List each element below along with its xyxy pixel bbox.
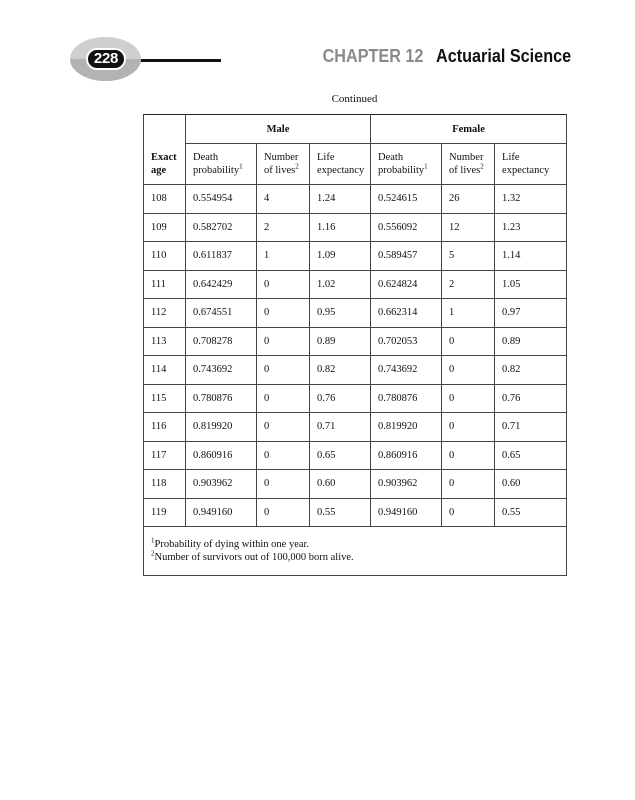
life-table — [143, 114, 566, 576]
male-death-probability-cell: 0.743692 — [186, 356, 257, 385]
male-life-expectancy-cell: 1.24 — [310, 185, 371, 214]
female-death-probability-cell: 0.524615 — [371, 185, 442, 214]
female-lives-header: Number of lives$^2$ — [442, 144, 495, 185]
age-cell: 115 — [144, 384, 186, 413]
female-lives-cell: 0 — [442, 413, 495, 442]
female-death-probability-cell: 0.903962 — [371, 470, 442, 499]
female-death-probability-cell: 0.662314 — [371, 299, 442, 328]
male-lives-cell: 0 — [257, 384, 310, 413]
male-life-expectancy-cell: 0.71 — [310, 413, 371, 442]
table-row — [144, 470, 567, 499]
table-row — [144, 185, 567, 214]
male-death-probability-cell: 0.903962 — [186, 470, 257, 499]
age-cell: 116 — [144, 413, 186, 442]
age-cell: 109 — [144, 213, 186, 242]
footnotes — [144, 527, 567, 576]
age-cell: 112 — [144, 299, 186, 328]
male-life-expectancy-cell: 0.76 — [310, 384, 371, 413]
male-life-expectancy-cell: 0.55 — [310, 498, 371, 527]
age-cell: 111 — [144, 270, 186, 299]
male-life-expectancy-cell: 1.09 — [310, 242, 371, 271]
male-death-probability-cell: 0.780876 — [186, 384, 257, 413]
male-lives-cell: 0 — [257, 299, 310, 328]
female-lives-cell: 0 — [442, 356, 495, 385]
exact-age-header: Exact age — [144, 144, 186, 185]
male-life-expectancy-cell: 1.02 — [310, 270, 371, 299]
age-cell: 117 — [144, 441, 186, 470]
female-life-expectancy-cell: 1.23 — [495, 213, 567, 242]
age-group-header — [144, 115, 186, 144]
female-life-expectancy-cell: 1.14 — [495, 242, 567, 271]
female-death-probability-cell: 0.702053 — [371, 327, 442, 356]
male-lives-header: Number of lives$^2$ — [257, 144, 310, 185]
female-life-expectancy-cell: 1.05 — [495, 270, 567, 299]
male-life-expectancy-header: Life expectancy — [310, 144, 371, 185]
age-cell: 114 — [144, 356, 186, 385]
male-lives-cell: 2 — [257, 213, 310, 242]
male-lives-cell: 1 — [257, 242, 310, 271]
female-group-header: Female — [371, 115, 567, 144]
male-lives-cell: 4 — [257, 185, 310, 214]
footnotes-row — [144, 527, 567, 576]
female-lives-cell: 26 — [442, 185, 495, 214]
table-row — [144, 270, 567, 299]
table-row — [144, 441, 567, 470]
male-death-probability-cell: 0.708278 — [186, 327, 257, 356]
female-lives-cell: 0 — [442, 498, 495, 527]
table-row — [144, 242, 567, 271]
female-life-expectancy-header: Life expectancy — [495, 144, 567, 185]
age-cell: 110 — [144, 242, 186, 271]
male-lives-cell: 0 — [257, 356, 310, 385]
male-lives-cell: 0 — [257, 413, 310, 442]
female-life-expectancy-cell: 0.71 — [495, 413, 567, 442]
male-life-expectancy-cell: 0.82 — [310, 356, 371, 385]
female-lives-cell: 1 — [442, 299, 495, 328]
female-death-probability-cell: 0.743692 — [371, 356, 442, 385]
female-life-expectancy-cell: 1.32 — [495, 185, 567, 214]
female-death-probability-header: Death probability$^1$ — [371, 144, 442, 185]
male-death-probability-cell: 0.611837 — [186, 242, 257, 271]
female-lives-cell: 5 — [442, 242, 495, 271]
male-lives-cell: 0 — [257, 327, 310, 356]
female-lives-cell: 0 — [442, 327, 495, 356]
table-row — [144, 356, 567, 385]
age-cell: 118 — [144, 470, 186, 499]
male-life-expectancy-cell: 1.16 — [310, 213, 371, 242]
male-death-probability-cell: 0.949160 — [186, 498, 257, 527]
female-life-expectancy-cell: 0.82 — [495, 356, 567, 385]
page-number: 228 — [86, 48, 126, 70]
male-death-probability-cell: 0.582702 — [186, 213, 257, 242]
age-cell: 108 — [144, 185, 186, 214]
age-cell: 119 — [144, 498, 186, 527]
chapter-name: Actuarial Science — [435, 46, 571, 66]
male-life-expectancy-cell: 0.65 — [310, 441, 371, 470]
chapter-title — [323, 44, 571, 68]
table-row — [144, 498, 567, 527]
female-life-expectancy-cell: 0.76 — [495, 384, 567, 413]
table-row — [144, 213, 567, 242]
footnote-2: $^2$Number of survivors out of 100,000 born alive. — [151, 549, 354, 563]
female-lives-cell: 0 — [442, 384, 495, 413]
female-life-expectancy-cell: 0.65 — [495, 441, 567, 470]
male-death-probability-cell: 0.554954 — [186, 185, 257, 214]
male-life-expectancy-cell: 0.95 — [310, 299, 371, 328]
male-death-probability-cell: 0.819920 — [186, 413, 257, 442]
table-row — [144, 299, 567, 328]
chapter-label: CHAPTER 12 — [322, 46, 424, 66]
table-row — [144, 327, 567, 356]
male-lives-cell: 0 — [257, 270, 310, 299]
female-death-probability-cell: 0.589457 — [371, 242, 442, 271]
footnote-1: $^1$Probability of dying within one year. — [151, 536, 310, 550]
male-lives-cell: 0 — [257, 470, 310, 499]
female-lives-cell: 12 — [442, 213, 495, 242]
table-row — [144, 413, 567, 442]
male-death-probability-header: Death probability$^1$ — [186, 144, 257, 185]
female-lives-cell: 0 — [442, 441, 495, 470]
female-death-probability-cell: 0.556092 — [371, 213, 442, 242]
female-life-expectancy-cell: 0.89 — [495, 327, 567, 356]
female-life-expectancy-cell: 0.60 — [495, 470, 567, 499]
male-lives-cell: 0 — [257, 441, 310, 470]
male-death-probability-cell: 0.860916 — [186, 441, 257, 470]
male-group-header: Male — [186, 115, 371, 144]
page-number-badge — [70, 37, 141, 81]
female-death-probability-cell: 0.780876 — [371, 384, 442, 413]
female-life-expectancy-cell: 0.55 — [495, 498, 567, 527]
male-death-probability-cell: 0.642429 — [186, 270, 257, 299]
male-life-expectancy-cell: 0.89 — [310, 327, 371, 356]
female-death-probability-cell: 0.624824 — [371, 270, 442, 299]
table-row — [144, 384, 567, 413]
male-life-expectancy-cell: 0.60 — [310, 470, 371, 499]
continued-label: Continued — [331, 93, 378, 105]
age-cell: 113 — [144, 327, 186, 356]
male-lives-cell: 0 — [257, 498, 310, 527]
female-lives-cell: 2 — [442, 270, 495, 299]
female-life-expectancy-cell: 0.97 — [495, 299, 567, 328]
female-death-probability-cell: 0.819920 — [371, 413, 442, 442]
male-death-probability-cell: 0.674551 — [186, 299, 257, 328]
female-death-probability-cell: 0.860916 — [371, 441, 442, 470]
female-lives-cell: 0 — [442, 470, 495, 499]
female-death-probability-cell: 0.949160 — [371, 498, 442, 527]
